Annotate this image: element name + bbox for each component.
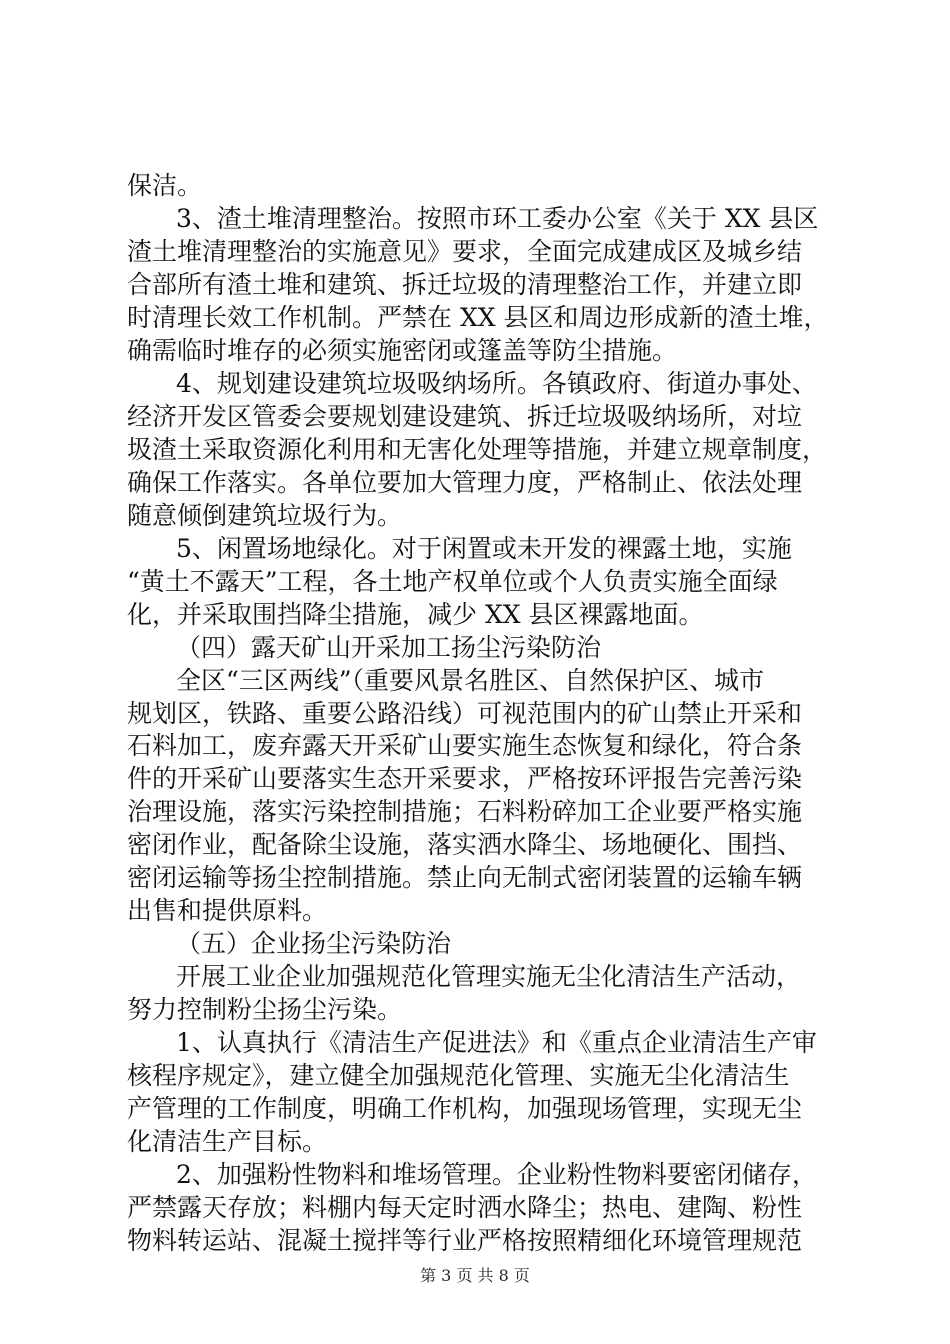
text-line: 规划区，铁路、重要公路沿线）可视范围内的矿山禁止开采和: [127, 698, 803, 728]
page-footer: 第 3 页 共 8 页: [420, 1266, 530, 1285]
text-line: 产管理的工作制度，明确工作机构，加强现场管理，实现无尘: [127, 1094, 803, 1124]
text-line: 确需临时堆存的必须实施密闭或篷盖等防尘措施。: [127, 335, 678, 365]
text-line: 确保工作落实。各单位要加大管理力度，严格制止、依法处理: [127, 467, 803, 497]
text-line: 核程序规定》，建立健全加强规范化管理、实施无尘化清洁生: [127, 1061, 790, 1091]
section-heading: （四）露天矿山开采加工扬尘污染防治: [176, 632, 602, 662]
text-line: 密闭运输等扬尘控制措施。禁止向无制式密闭装置的运输车辆: [127, 863, 803, 893]
text-line: 开展工业企业加强规范化管理实施无尘化清洁生产活动，: [176, 962, 802, 992]
text-line: 化清洁生产目标。: [127, 1127, 328, 1157]
text-line: 件的开采矿山要落实生态开采要求，严格按环评报告完善污染: [127, 764, 803, 794]
text-line: 治理设施，落实污染控制措施；石料粉碎加工企业要严格实施: [127, 797, 803, 827]
section-heading: （五）企业扬尘污染防治: [176, 929, 452, 959]
text-line: 石料加工，废弃露天开采矿山要实施生态恢复和绿化，符合条: [127, 731, 803, 761]
text-line: 随意倾倒建筑垃圾行为。: [127, 500, 403, 530]
text-line: 3、渣土堆清理整治。按照市环工委办公室《关于 XX 县区: [176, 203, 819, 233]
text-line: 2、加强粉性物料和堆场管理。企业粉性物料要密闭储存，: [176, 1160, 817, 1190]
text-line: 圾渣土采取资源化利用和无害化处理等措施，并建立规章制度，: [127, 434, 828, 464]
text-line: 5、闲置场地绿化。对于闲置或未开发的裸露土地，实施: [176, 533, 792, 563]
text-line: 1、认真执行《清洁生产促进法》和《重点企业清洁生产审: [176, 1028, 817, 1058]
text-line: 渣土堆清理整治的实施意见》要求，全面完成建成区及城乡结: [127, 236, 803, 266]
text-line: 严禁露天存放；料棚内每天定时洒水降尘；热电、建陶、粉性: [127, 1193, 803, 1223]
text-line: 出售和提供原料。: [127, 896, 328, 926]
text-line: 物料转运站、混凝土搅拌等行业严格按照精细化环境管理规范: [127, 1226, 803, 1255]
text-line: 合部所有渣土堆和建筑、拆迁垃圾的清理整治工作，并建立即: [127, 269, 803, 299]
text-line: 密闭作业，配备除尘设施，落实洒水降尘、场地硬化、围挡、: [127, 830, 803, 860]
text-line: 4、规划建设建筑垃圾吸纳场所。各镇政府、街道办事处、: [176, 368, 817, 398]
text-line: 时清理长效工作机制。严禁在 XX 县区和周边形成新的渣土堆，: [127, 302, 829, 332]
text-line: 保洁。: [127, 171, 203, 200]
text-line: 化，并采取围挡降尘措施，减少 XX 县区裸露地面。: [127, 599, 704, 629]
text-line: 经济开发区管委会要规划建设建筑、拆迁垃圾吸纳场所，对垃: [127, 401, 803, 431]
text-line: 全区“三区两线”（重要风景名胜区、自然保护区、城市: [176, 665, 765, 695]
text-line: “黄土不露天”工程，各土地产权单位或个人负责实施全面绿: [127, 566, 778, 596]
text-line: 努力控制粉尘扬尘污染。: [127, 995, 403, 1025]
